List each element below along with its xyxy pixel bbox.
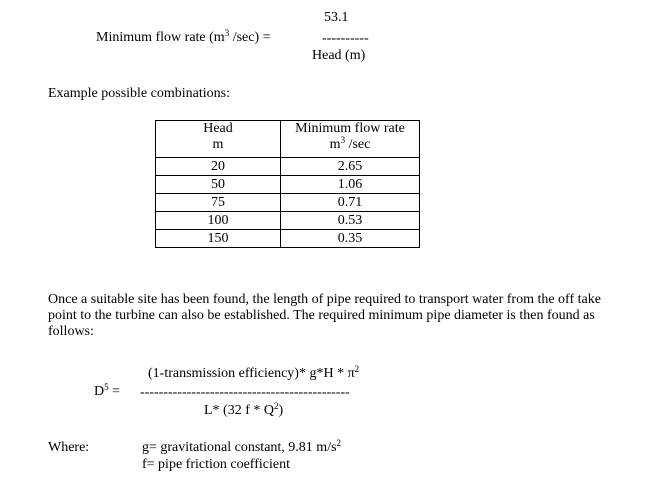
header-head-line2: m (212, 137, 224, 152)
flow-rate-label-end: /sec) = (229, 30, 271, 45)
flow-rate-fraction-line: ---------- (322, 31, 369, 46)
diameter-denominator-end: ) (278, 403, 284, 418)
combinations-intro: Example possible combinations: (48, 86, 230, 101)
header-flow-line2 (281, 137, 419, 153)
header-flow-line1: Minimum flow rate (295, 121, 405, 136)
where-gravity-sup: 2 (336, 438, 342, 448)
flow-rate-denominator: Head (m) (312, 48, 366, 63)
cell-head: 75 (156, 194, 281, 212)
header-head-line1: Head (203, 121, 233, 136)
diameter-lhs (94, 384, 120, 400)
cell-flow: 0.53 (281, 212, 420, 230)
diameter-denominator (204, 403, 283, 419)
diameter-lhs-text: D (94, 384, 105, 399)
header-head (156, 121, 281, 158)
diameter-numerator-text: (1-transmission efficiency)* g*H * π (148, 366, 355, 381)
cell-head: 20 (156, 158, 281, 176)
table-row (156, 230, 420, 248)
cell-head: 150 (156, 230, 281, 248)
diameter-numerator-sup: 2 (354, 364, 360, 374)
header-flow-unit-end: /sec (345, 137, 371, 152)
where-gravity (142, 440, 341, 456)
where-friction: f= pipe friction coefficient (142, 457, 290, 472)
table-row (156, 158, 420, 176)
diameter-numerator (148, 366, 359, 382)
cell-head: 100 (156, 212, 281, 230)
combinations-table (155, 120, 420, 248)
header-flow-unit: m (329, 137, 341, 152)
diameter-denominator-sup: 2 (274, 401, 279, 411)
header-flow-sup: 3 (340, 135, 346, 145)
pipe-paragraph: Once a suitable site has been found, the length of pipe required to transport water from the off take point to the turbine can also be established. The required minimum pipe diameter is then found as follows: (48, 292, 601, 339)
diameter-fraction-line: --------------------------------------------- (140, 385, 350, 400)
where-gravity-text: g= gravitational constant, 9.81 m/s (142, 440, 337, 455)
cell-flow: 0.71 (281, 194, 420, 212)
diameter-lhs-end: = (108, 384, 121, 399)
cell-head: 50 (156, 176, 281, 194)
table-row (156, 212, 420, 230)
cell-flow: 2.65 (281, 158, 420, 176)
diameter-lhs-sup: 5 (104, 382, 109, 392)
diameter-denominator-text: L* (32 f * Q (204, 403, 274, 418)
where-label: Where: (48, 440, 90, 455)
cell-flow: 0.35 (281, 230, 420, 248)
flow-rate-label-sup: 3 (224, 28, 230, 38)
table-row (156, 176, 420, 194)
table-header-row (156, 121, 420, 158)
header-flow (281, 121, 420, 158)
flow-rate-label-text: Minimum flow rate (m (96, 30, 225, 45)
flow-rate-formula-label (96, 30, 271, 46)
table-row (156, 194, 420, 212)
cell-flow: 1.06 (281, 176, 420, 194)
flow-rate-numerator: 53.1 (324, 10, 349, 25)
